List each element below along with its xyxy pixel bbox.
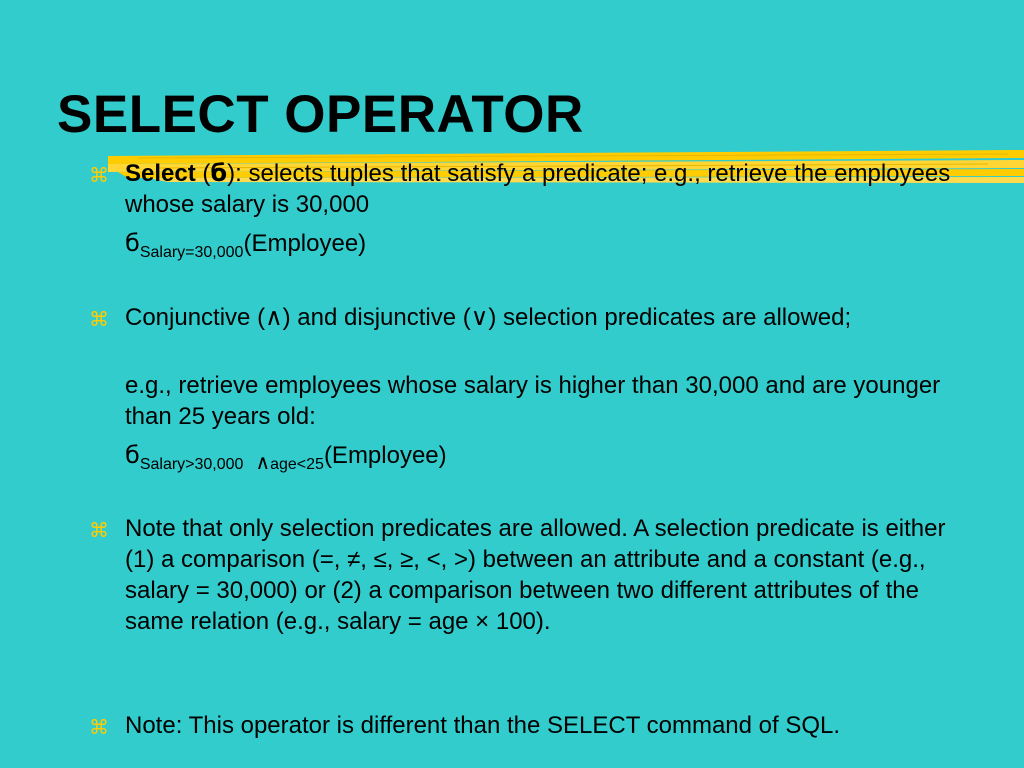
select-paren-open: ( [195,160,211,187]
and-symbol: ∧ [265,303,283,331]
expression-relation: (Employee) [243,230,367,257]
bullet-2-command-key-icon: ⌘ [89,307,109,331]
bullet-2-text [125,302,955,333]
expression-subscript-age: age<25 [270,456,324,473]
bullet-4-text: Note: This operator is different than the SELECT command of SQL. [125,712,841,739]
predicates-allowed-text: ) selection predicates are allowed; [488,304,852,331]
select-bold-label: Select [125,160,196,187]
select-paren-close: ): [227,160,242,187]
select-description: selects tuples that satisfy a predicate; e.g., retrieve the employees whose salary is 30,000 [125,160,951,218]
expression-relation: (Employee) [323,442,447,469]
expression-sigma: б [125,441,140,469]
bullet-3-command-key-icon: ⌘ [89,518,109,542]
select-sigma-symbol: б [210,159,228,187]
expression-subscript: Salary=30,000 [139,244,244,261]
bullet-4-command-key-icon: ⌘ [89,715,109,739]
bullet-1-text [125,158,955,220]
disjunctive-text: ) and disjunctive ( [282,304,471,331]
select-expression [125,228,955,262]
expression-and-symbol: ∧ [255,450,271,474]
or-symbol: ∨ [470,303,489,331]
expression-sigma: б [125,229,140,257]
expression-subscript-salary: Salary>30,000 [139,456,244,473]
bullet-1-command-key-icon: ⌘ [89,163,109,187]
conjunctive-expression [125,440,955,474]
conjunctive-text: Conjunctive ( [125,304,266,331]
bullet-2-example: e.g., retrieve employees whose salary is higher than 30,000 and are younger than 25 years old: [125,372,941,430]
slide-title: SELECT OPERATOR [57,85,584,144]
bullet-3-text: Note that only selection predicates are allowed. A selection predicate is either (1) a comparison (=, ≠, ≤, ≥, <, >) between an attribute and a constant (e.g., salary = 30,000) or (2) a comparison between two different attributes of the same relation (e.g., salary = age × 100). [125,515,946,635]
